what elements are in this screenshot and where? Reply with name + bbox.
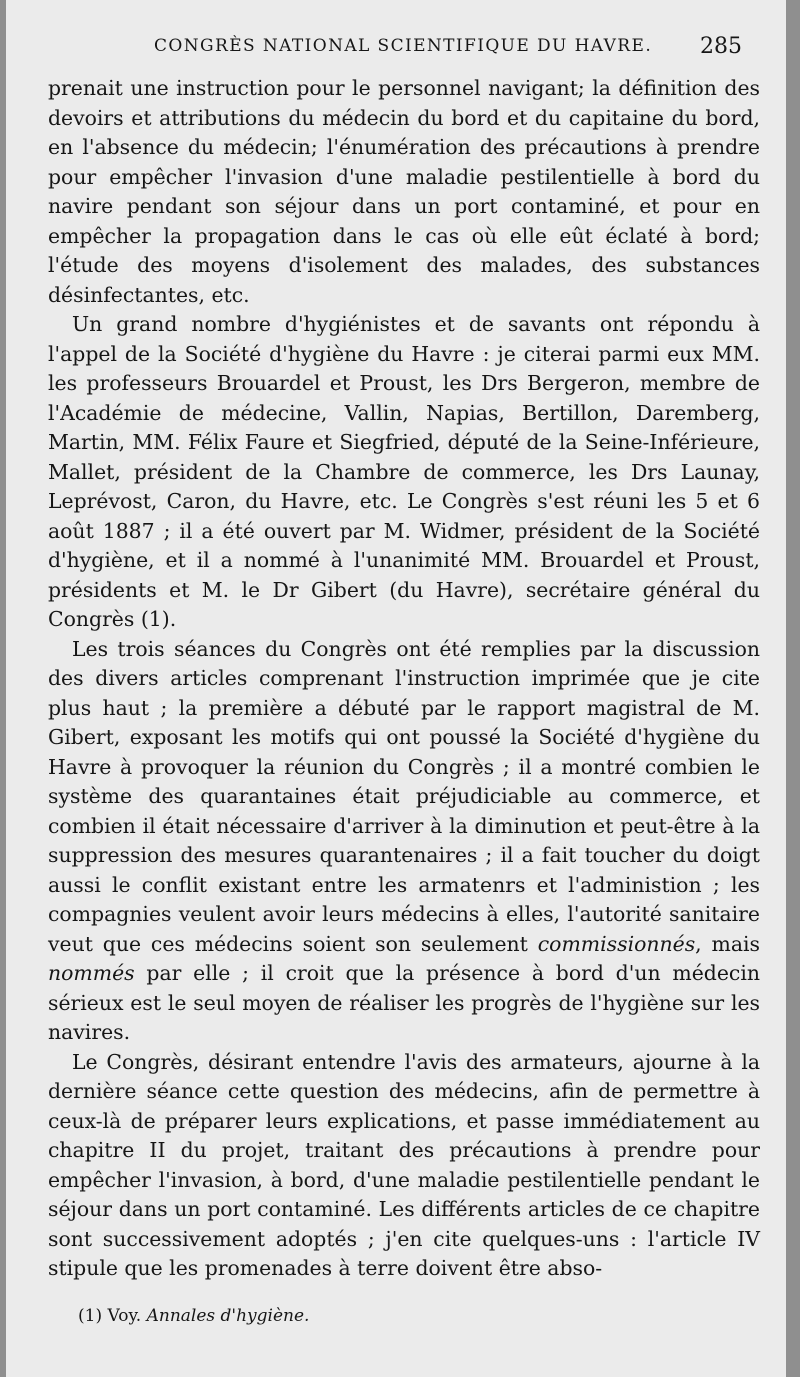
text-run: , mais	[695, 931, 760, 956]
page-header	[54, 34, 750, 64]
page-number: 285	[700, 34, 742, 59]
italic-run: commissionnés	[537, 931, 696, 956]
paragraph	[48, 310, 760, 635]
paragraph	[48, 74, 760, 310]
body-text	[48, 74, 760, 1284]
paragraph	[48, 1048, 760, 1284]
text-run: prenait une instruction pour le personnel navigant; la définition des devoirs et attributions du médecin du bord et du capitaine du bord, en l'absence du médecin; l'énumération des précautions à prendre pour empêcher l'invasion d'une maladie pestilentielle à bord du navire pendant son séjour dans un port contaminé, et pour en empêcher la propagation dans le cas où elle eût éclaté à bord; l'étude des moyens d'isolement des malades, des substances désinfectantes, etc.	[48, 76, 760, 307]
text-run: Un grand nombre d'hygiénistes et de savants ont répondu à l'appel de la Société d'hygiène du Havre : je citerai parmi eux MM. les professeurs Brouardel et Proust, les Drs Bergeron, membre de l'Académie de médecine, Vallin, Napias, Bertillon, Daremberg, Martin, MM. Félix Faure et Siegfried, député de la Seine-Inférieure, Mallet, président de la Chambre de commerce, les Drs Launay, Leprévost, Caron, du Havre, etc. Le Congrès s'est réuni les 5 et 6 août 1887 ; il a été ouvert par M. Widmer, président de la Société d'hygiène, et il a nommé à l'unanimité MM. Brouardel et Proust, présidents et M. le Dr Gibert (du Havre), secrétaire général du Congrès (1).	[48, 312, 760, 631]
text-run: par elle ; il croit que la présence à bord d'un médecin sérieux est le seul moyen de réaliser les progrès de l'hygiène sur les navires.	[48, 961, 760, 1044]
footnote-italic-text: Annales d'hygiène.	[146, 1306, 310, 1326]
footnote-marker: (1)	[78, 1306, 103, 1326]
running-title: CONGRÈS NATIONAL SCIENTIFIQUE DU HAVRE.	[154, 36, 653, 56]
footnote-text: Voy.	[107, 1306, 142, 1326]
book-page	[6, 0, 786, 1377]
italic-run: nommés	[48, 961, 135, 985]
paragraph	[48, 635, 760, 1048]
footnote	[78, 1306, 309, 1326]
text-run: Le Congrès, désirant entendre l'avis des armateurs, ajourne à la dernière séance cette question des médecins, afin de permettre à ceux-là de préparer leurs explications, et passe immédiatement au chapitre II du projet, traitant des précautions à prendre pour empêcher l'invasion, à bord, d'une maladie pestilentielle pendant le séjour dans un port contaminé. Les différents articles de ce chapitre sont successivement adoptés ; j'en cite quelques-uns : l'article IV stipule que les promenades à terre doivent être abso-	[48, 1049, 760, 1280]
text-run: Les trois séances du Congrès ont été remplies par la discussion des divers articles comprenant l'instruction imprimée que je cite plus haut ; la première a débuté par le rapport magistral de M. Gibert, exposant les motifs qui ont poussé la Société d'hygiène du Havre à provoquer la réunion du Congrès ; il a montré combien le système des quarantaines était préjudiciable au commerce, et combien il était nécessaire d'arriver à la diminution et peut-être à la suppression des mesures quarantenaires ; il a fait toucher du doigt aussi le conflit existant entre les armatenrs et l'administion ; les compagnies veulent avoir leurs médecins à elles, l'autorité sanitaire veut que ces médecins soient son seulement	[48, 636, 760, 956]
